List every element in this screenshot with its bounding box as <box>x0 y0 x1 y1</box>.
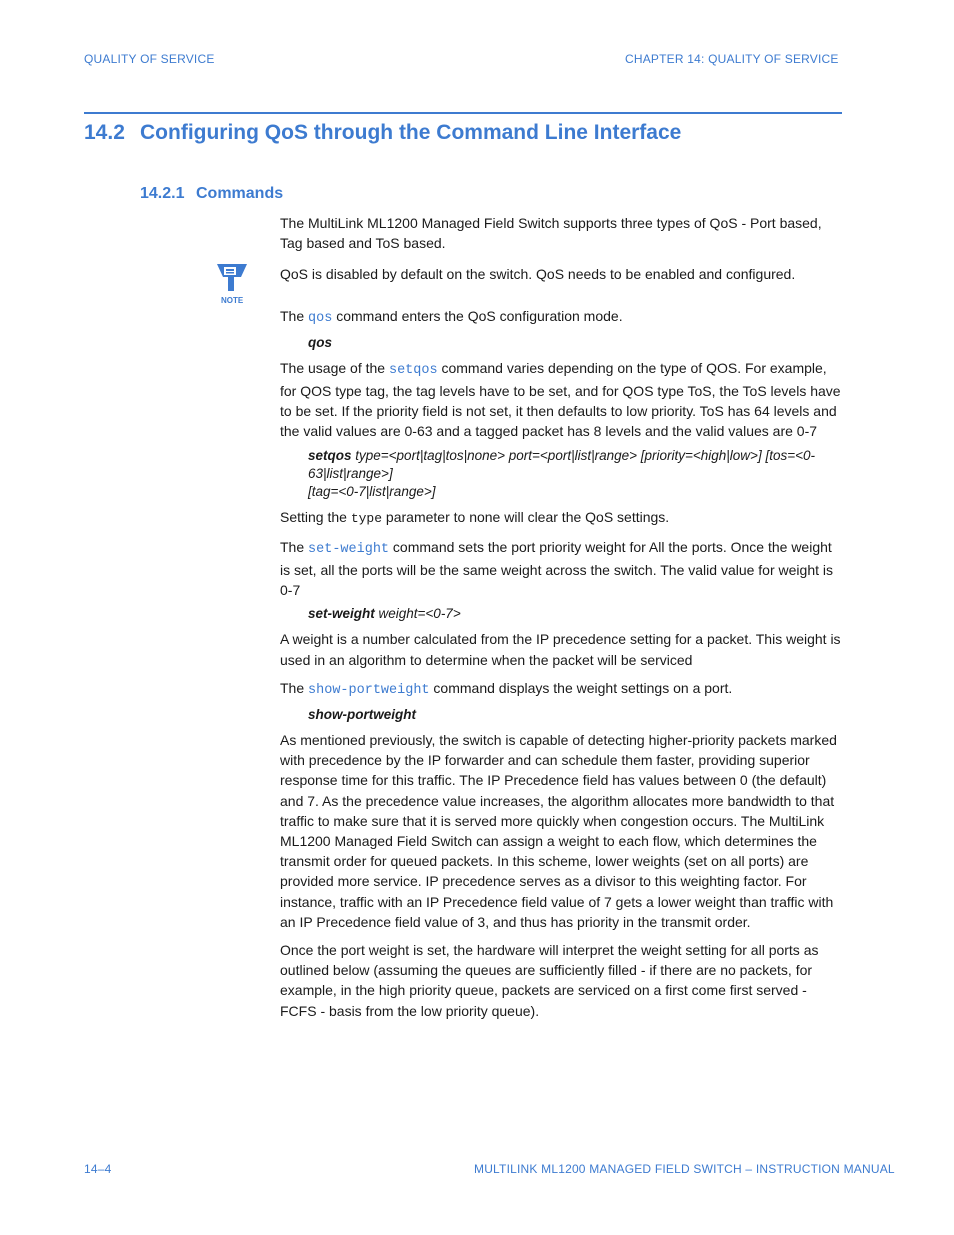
note-hand-icon <box>214 261 250 305</box>
intro-paragraph: The MultiLink ML1200 Managed Field Switch supports three types of QoS - Port based, Tag based and ToS based. <box>280 215 822 252</box>
showportweight-pre: The <box>280 679 309 696</box>
showportweight-command-link[interactable]: show-portweight <box>308 682 430 698</box>
portweight-paragraph: Once the port weight is set, the hardware will interpret the weight setting for all ports as outlined below (assuming the queues are sufficiently filled - if there are no packets, for example, in the high priority queue, packets are serviced on a first come first served - FCFS - basis from the low priority queue). <box>280 942 819 1019</box>
qos-syntax <box>308 334 842 352</box>
setqos-syntax-args: type=<port|tag|tos|none> port=<port|list|range> [priority=<high|low>] [tos=<0-63|list|range>] <box>308 447 815 481</box>
running-header-left: QUALITY OF SERVICE <box>84 52 215 66</box>
setqos-syntax-cmd: setqos <box>308 447 352 463</box>
setqos-paragraph <box>280 358 842 442</box>
setweight-pre: The <box>280 538 309 555</box>
setweight-paragraph <box>280 537 842 601</box>
type-pre: Setting the <box>280 508 351 525</box>
setweight-syntax-cmd: set-weight <box>308 606 375 622</box>
showportweight-post: command displays the weight settings on a port. <box>429 679 733 696</box>
precedence-paragraph: As mentioned previously, the switch is capable of detecting higher-priority packets marked with precedence by the IP forwarder and can schedule them faster, providing superior response time for this traffic. The IP Precedence field has values between 0 (the default) and 7. As the precedence value increases, the algorithm allocates more bandwidth to that traffic to make sure that it is served more quickly when congestion occurs. The MultiLink ML1200 Managed Field Switch can assign a weight to each flow, which determines the transmit order for queued packets. In this scheme, lower weights (set on all ports) are provided more service. IP precedence serves as a divisor to this weighting factor. For instance, traffic with an IP Precedence field value of 7 gets a lower weight than traffic with an IP Precedence field value of 3, and thus has priority in the transmit order. <box>280 732 837 930</box>
note-text: QoS is disabled by default on the switch. QoS needs to be enabled and configured. <box>280 266 796 283</box>
qos-paragraph <box>280 306 842 329</box>
qos-syntax-cmd: qos <box>308 334 333 350</box>
page-number: 14–4 <box>84 1162 112 1176</box>
qos-command-link[interactable]: qos <box>308 310 333 326</box>
type-post: parameter to none will clear the QoS settings. <box>382 508 670 525</box>
section-rule <box>84 112 842 114</box>
setweight-command-link[interactable]: set-weight <box>308 541 390 557</box>
section-number: 14.2 <box>84 121 125 144</box>
qos-pre: The <box>280 307 309 324</box>
showportweight-syntax <box>308 706 842 724</box>
setqos-syntax <box>308 447 842 501</box>
showportweight-paragraph <box>280 678 842 701</box>
note-callout <box>221 264 842 306</box>
weight-paragraph: A weight is a number calculated from the IP precedence setting for a packet. This weight is used in an algorithm to determine when the packet will be serviced <box>280 631 841 668</box>
body-text <box>221 213 842 1029</box>
subsection-title: Commands <box>196 185 284 202</box>
subsection-number: 14.2.1 <box>140 185 185 202</box>
qos-post: command enters the QoS configuration mode. <box>332 307 623 324</box>
subsection-heading <box>140 185 283 203</box>
setqos-post: command varies depending on the type of QOS. For example, for QOS type tag, the tag levels have to be set, and for QOS type ToS, the ToS levels have to be set. If the priority field is not set, it then defaults to low priority. ToS has 64 levels and the valid values are 0-63 and a tagged packet has 8 levels and the valid values are 0-7 <box>280 359 841 440</box>
type-param: type <box>350 510 383 526</box>
section-heading <box>84 121 681 145</box>
section-title: Configuring QoS through the Command Line Interface <box>140 121 682 144</box>
running-header-right: CHAPTER 14: QUALITY OF SERVICE <box>625 52 839 66</box>
setweight-syntax-args: weight=<0-7> <box>374 606 461 622</box>
setqos-syntax-line2: [tag=<0-7|list|range>] <box>308 483 436 499</box>
setqos-command-link[interactable]: setqos <box>388 362 438 378</box>
setweight-post: command sets the port priority weight for All the ports. Once the weight is set, all the ports will be the same weight across the switch. The valid value for weight is 0-7 <box>280 538 833 599</box>
setweight-syntax <box>308 605 842 623</box>
type-paragraph <box>280 507 842 529</box>
running-footer-title: MULTILINK ML1200 MANAGED FIELD SWITCH – INSTRUCTION MANUAL <box>474 1162 895 1176</box>
setqos-pre: The usage of the <box>280 359 389 376</box>
showportweight-syntax-cmd: show-portweight <box>308 707 416 723</box>
note-label: NOTE <box>221 296 244 306</box>
